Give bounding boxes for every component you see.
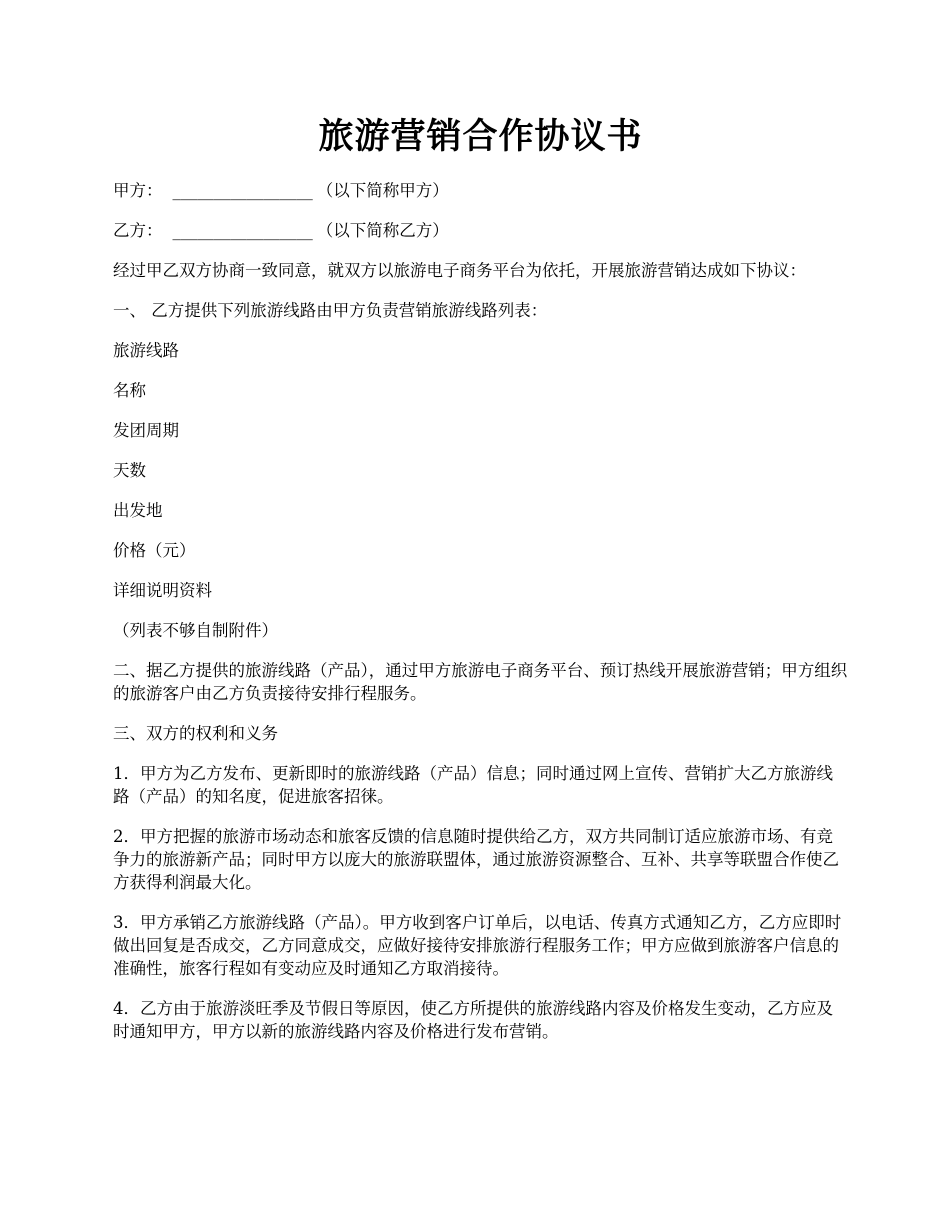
party-b-label: 乙方：: [113, 221, 163, 240]
party-b-blank: _________________: [172, 221, 313, 240]
party-a-note: （以下简称甲方）: [316, 181, 449, 200]
route-list-field: 名称: [113, 381, 146, 400]
party-b-note: （以下简称乙方）: [316, 221, 449, 240]
clause-2: 2．甲方把握的旅游市场动态和旅客反馈的信息随时提供给乙方，双方共同制订适应旅游市场、有竞争力的旅游新产品；同时甲方以庞大的旅游联盟体，通过旅游资源整合、互补、共享等联盟合作使乙方获得利润最大化。: [113, 827, 839, 892]
route-list-field: 发团周期: [113, 421, 179, 440]
route-list-note: （列表不够自制附件）: [113, 621, 278, 640]
paragraph-intro: 经过甲乙双方协商一致同意，就双方以旅游电子商务平台为依托，开展旅游营销达成如下协议：: [113, 261, 806, 280]
clause-4: 4．乙方由于旅游淡旺季及节假日等原因，使乙方所提供的旅游线路内容及价格发生变动，乙方应及时通知甲方，甲方以新的旅游线路内容及价格进行发布营销。: [113, 999, 833, 1041]
clause-3: 3．甲方承销乙方旅游线路（产品）。甲方收到客户订单后，以电话、传真方式通知乙方，乙方应即时做出回复是否成交，乙方同意成交，应做好接待安排旅游行程服务工作；甲方应做到旅游客户信息的准确性，旅客行程如有变动应及时通知乙方取消接待。: [113, 913, 842, 978]
clause-1: 1．甲方为乙方发布、更新即时的旅游线路（产品）信息；同时通过网上宣传、营销扩大乙方旅游线路（产品）的知名度，促进旅客招徕。: [113, 764, 833, 806]
route-list-field: 旅游线路: [113, 341, 179, 360]
route-list-field: 价格（元）: [113, 541, 196, 560]
party-b-line: [113, 219, 848, 242]
party-a-blank: _________________: [172, 181, 313, 200]
paragraph-section-1-heading: 一、 乙方提供下列旅游线路由甲方负责营销旅游线路列表：: [113, 301, 548, 320]
paragraph-section-3-heading: 三、双方的权利和义务: [113, 724, 278, 743]
document-title: 旅游营销合作协议书: [318, 116, 643, 157]
route-list-field: 出发地: [113, 501, 163, 520]
route-list-field: 天数: [113, 461, 146, 480]
route-list-field: 详细说明资料: [113, 581, 212, 600]
party-a-line: [113, 179, 848, 202]
paragraph-section-2: 二、据乙方提供的旅游线路（产品），通过甲方旅游电子商务平台、预订热线开展旅游营销；甲方组织的旅游客户由乙方负责接待安排行程服务。: [113, 661, 848, 703]
document-page: [113, 112, 848, 1060]
party-a-label: 甲方：: [113, 181, 163, 200]
